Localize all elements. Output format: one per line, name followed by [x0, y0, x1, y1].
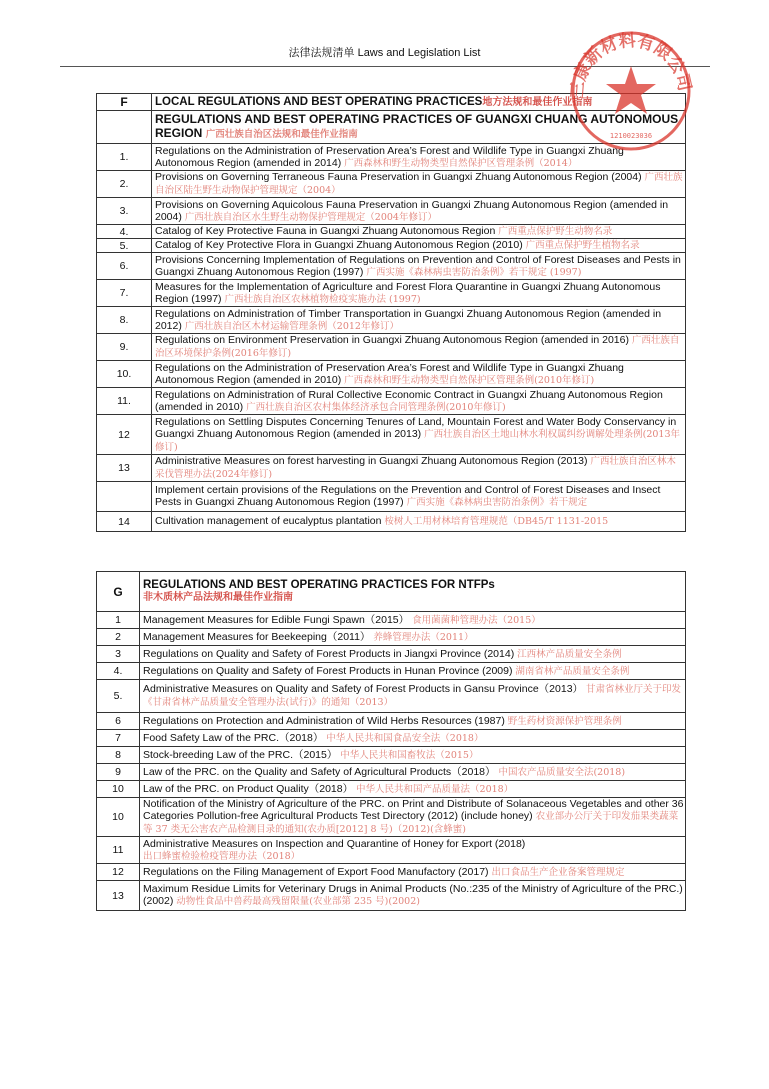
row-text — [152, 415, 686, 455]
row-number: 10 — [97, 798, 140, 837]
row-text — [140, 864, 686, 881]
table-row — [97, 864, 686, 881]
section-f-subheader-num — [97, 111, 152, 144]
table-row — [97, 280, 686, 307]
row-text-zh: 甘肃省林业厅关于印发《甘肃省林产品质量安全管理办法(试行)》的通知（2013） — [143, 684, 681, 708]
row-text-en: Regulations on the Filing Management of Export Food Manufactory (2017) — [143, 865, 489, 878]
row-number: 14 — [97, 512, 152, 532]
section-g-title-zh: 非木质林产品法规和最佳作业指南 — [143, 592, 293, 603]
row-text-en: Regulations on the Administration of Preservation Area’s Forest and Wildlife Type in Guangxi Zhuang Autonomous Region (amended in 2014) — [155, 144, 624, 169]
row-text-en: Food Safety Law of the PRC.（2018） — [143, 731, 324, 744]
row-number: 9 — [97, 764, 140, 781]
row-text-en: Administrative Measures on Inspection and Quarantine of Honey for Export (2018) — [143, 837, 526, 850]
row-text — [152, 455, 686, 482]
row-text — [140, 837, 686, 864]
section-f-table — [96, 93, 686, 532]
row-text — [152, 482, 686, 512]
table-row — [97, 646, 686, 663]
row-number: 11 — [97, 837, 140, 864]
row-number: 6 — [97, 713, 140, 730]
row-number: 2 — [97, 629, 140, 646]
row-number — [97, 482, 152, 512]
row-text-en: Stock-breeding Law of the PRC.（2015） — [143, 748, 338, 761]
company-seal-icon — [566, 26, 696, 156]
row-number: 5. — [97, 680, 140, 713]
row-text — [140, 881, 686, 911]
row-text-en: Provisions on Governing Aquicolous Fauna Preservation in Guangxi Zhuang Autonomous Region (amended in 2004) — [155, 198, 669, 223]
table-row — [97, 307, 686, 334]
row-number: 1 — [97, 612, 140, 629]
row-text-en: Regulations on Administration of Timber Transportation in Guangxi Zhuang Autonomous Region (amended in 2012) — [155, 307, 662, 332]
row-text-zh: 出口食品生产企业备案管理规定 — [491, 866, 625, 878]
row-text-zh: 农业部办公厅关于印发茄果类蔬菜等 37 类无公害农产品检测目录的通知(农办质[2012] 8 号)（2012)(含蜂蜜) — [143, 811, 679, 835]
section-f-letter: F — [97, 94, 152, 111]
table-row — [97, 334, 686, 361]
row-text — [152, 225, 686, 239]
row-number: 8. — [97, 307, 152, 334]
table-row — [97, 198, 686, 225]
row-text — [140, 612, 686, 629]
row-number: 13 — [97, 881, 140, 911]
row-text-zh: 桉树人工用材林培育管理规范（DB45/T 1131-2015 — [384, 516, 609, 527]
row-number: 11. — [97, 388, 152, 415]
row-text-zh: 中华人民共和国产品质量法（2018） — [356, 783, 514, 795]
row-text — [152, 388, 686, 415]
row-number: 10 — [97, 781, 140, 798]
table-row — [97, 629, 686, 646]
row-text-zh: 江西林产品质量安全条例 — [517, 648, 622, 660]
row-number: 7 — [97, 730, 140, 747]
row-text-en: Regulations on Quality and Safety of Forest Products in Hunan Province (2009) — [143, 664, 513, 677]
section-g-title-en: REGULATIONS AND BEST OPERATING PRACTICES FOR NTFPs — [143, 579, 495, 591]
row-text-en: Management Measures for Beekeeping（2011） — [143, 630, 371, 643]
row-text-en: Cultivation management of eucalyptus plantation — [155, 515, 382, 527]
row-text-en: Implement certain provisions of the Regulations on the Prevention and Control of Forest Diseases and Insect Pests in Guangxi Zhuang Autonomous Region (1997) — [155, 484, 661, 508]
table-row — [97, 455, 686, 482]
table-row — [97, 837, 686, 864]
row-text-zh: 中华人民共和国食品安全法（2018） — [326, 732, 484, 744]
row-number: 12 — [97, 415, 152, 455]
row-text — [152, 334, 686, 361]
table-row — [97, 747, 686, 764]
row-text-en: Management Measures for Edible Fungi Spawn（2015） — [143, 613, 410, 626]
row-text — [140, 798, 686, 837]
row-text-zh: 出口蜂蜜检验检疫管理办法（2018） — [143, 850, 301, 862]
row-number: 7. — [97, 280, 152, 307]
row-text — [140, 713, 686, 730]
table-row — [97, 730, 686, 747]
row-text — [152, 171, 686, 198]
row-text-en: Provisions on Governing Terraneous Fauna Preservation in Guangxi Zhuang Autonomous Region (2004) — [155, 171, 642, 183]
row-text — [140, 747, 686, 764]
row-number: 10. — [97, 361, 152, 388]
row-number: 5. — [97, 239, 152, 253]
row-text-zh: 湖南省林产品质量安全条例 — [515, 665, 630, 677]
table-row — [97, 680, 686, 713]
row-number: 4. — [97, 225, 152, 239]
row-text-zh: 广西壮族自治区农林植物检疫实施办法 (1997) — [224, 293, 421, 305]
row-text-en: Administrative Measures on Quality and Safety of Forest Products in Gansu Province（2013） — [143, 683, 584, 695]
row-text — [152, 361, 686, 388]
row-number: 12 — [97, 864, 140, 881]
section-f-title-en: LOCAL REGULATIONS AND BEST OPERATING PRACTICES — [155, 95, 483, 108]
row-text-zh: 广西壮族自治区土地山林水利权属纠纷调解处理条例(2013年修订) — [155, 428, 680, 453]
row-number: 3 — [97, 646, 140, 663]
table-row — [97, 764, 686, 781]
row-text — [152, 512, 686, 532]
row-text — [140, 629, 686, 646]
table-row — [97, 171, 686, 198]
table-row — [97, 781, 686, 798]
row-number: 2. — [97, 171, 152, 198]
row-number: 1. — [97, 144, 152, 171]
table-row — [97, 225, 686, 239]
table-row — [97, 798, 686, 837]
row-text-zh: 广西实施《森林病虫害防治条例》若干规定 (1997) — [366, 266, 582, 278]
row-text-zh: 广西壮族自治区水生野生动物保护管理规定（2004年修订） — [184, 211, 437, 223]
table-row — [97, 388, 686, 415]
row-text — [140, 680, 686, 713]
section-g-letter: G — [97, 572, 140, 612]
row-text-zh: 广西森林和野生动物类型自然保护区管理条例(2010年修订) — [344, 374, 595, 386]
table-row — [97, 239, 686, 253]
row-text-zh: 广西壮族自治区陆生野生动物保护管理规定（2004） — [155, 172, 683, 196]
table-row — [97, 881, 686, 911]
row-text-en: Catalog of Key Protective Fauna in Guangxi Zhuang Autonomous Region — [155, 225, 496, 237]
row-text-en: Regulations on Settling Disputes Concerning Tenures of Land, Mountain Forest and Water Body Conservancy in Guangxi Zhuang Autonomous Region (amended in 2013) — [155, 415, 677, 440]
row-text — [152, 307, 686, 334]
row-number: 6. — [97, 253, 152, 280]
table-row — [97, 253, 686, 280]
row-text — [140, 646, 686, 663]
row-text-en: Maximum Residue Limits for Veterinary Drugs in Animal Products (No.:235 of the Ministry of Agriculture of the PRC.) (2002) — [143, 883, 683, 907]
table-row — [97, 713, 686, 730]
row-text-en: Law of the PRC. on Product Quality（2018） — [143, 782, 354, 795]
row-text-zh: 广西森林和野生动物类型自然保护区管理条例（2014） — [344, 157, 578, 169]
row-number: 13 — [97, 455, 152, 482]
section-f-subtitle-zh: 广西壮族自治区法规和最佳作业指南 — [205, 129, 358, 140]
section-g-title — [140, 572, 686, 612]
section-f-subtitle-en: REGULATIONS AND BEST OPERATING PRACTICES OF GUANGXI CHUANG AUTONOMOUS REGION — [155, 112, 679, 140]
row-text-en: Law of the PRC. on the Quality and Safety of Agricultural Products（2018） — [143, 765, 496, 778]
row-text-zh: 野生药材资源保护管理条例 — [507, 715, 622, 727]
row-text-zh: 广西实施《森林病虫害防治条例》若干规定 — [406, 497, 588, 508]
row-text-en: Regulations on Quality and Safety of Forest Products in Jiangxi Province (2014) — [143, 647, 515, 660]
row-text — [152, 239, 686, 253]
row-text — [140, 781, 686, 798]
section-g-header-row — [97, 572, 686, 612]
section-g-rows — [97, 612, 686, 911]
row-text-zh: 广西重点保护野生动物名录 — [498, 226, 613, 237]
row-number: 3. — [97, 198, 152, 225]
row-text-en: Measures for the Implementation of Agriculture and Forest Flora Quarantine in Guangxi Zhuang Autonomous Region (1997) — [155, 280, 661, 305]
row-text-en: Notification of the Ministry of Agriculture of the PRC. on Print and Distribute of Solanaceous Vegetables and other 36 Categories Pollution-free Agricultural Products Test Directory (2012) (include honey) — [143, 798, 684, 822]
row-text-zh: 食用菌菌种管理办法（2015） — [412, 614, 541, 626]
row-text-zh: 养蜂管理办法（2011） — [373, 631, 474, 643]
section-f-rows — [97, 144, 686, 532]
row-text-en: Regulations on Environment Preservation in Guangxi Zhuang Autonomous Region (amended in 2016) — [155, 334, 629, 346]
table-row — [97, 415, 686, 455]
section-f-title-zh: 地方法规和最佳作业指南 — [482, 96, 593, 108]
table-row — [97, 482, 686, 512]
row-text — [152, 280, 686, 307]
row-text-en: Regulations on Administration of Rural Collective Economic Contract in Guangxi Zhuang Autonomous Region (amended in 2010) — [155, 388, 663, 413]
row-number: 4. — [97, 663, 140, 680]
row-text-zh: 广西壮族自治区农村集体经济承包合同管理条例(2010年修订) — [246, 401, 506, 413]
row-text-zh: 广西壮族自治区林木采伐管理办法(2024年修订) — [155, 456, 676, 480]
row-text-en: Provisions Concerning Implementation of Regulations on Prevention and Control of Forest Diseases and Pests in Guangxi Zhuang Autonomous Region (1997) — [155, 253, 681, 278]
row-text-en: Administrative Measures on forest harvesting in Guangxi Zhuang Autonomous Region (2013) — [155, 455, 588, 467]
table-row — [97, 612, 686, 629]
seal-text: 三康新材料有限公司 — [567, 30, 695, 100]
row-text-zh: 广西壮族自治区木材运输管理条例（2012年修订） — [184, 320, 399, 332]
row-text — [152, 198, 686, 225]
table-row — [97, 361, 686, 388]
row-text-zh: 动物性食品中兽药最高残留限量(农业部第 235 号)(2002) — [176, 896, 420, 907]
row-text-en: Regulations on Protection and Administration of Wild Herbs Resources (1987) — [143, 714, 505, 727]
seal-serial: 1210023036 — [609, 132, 653, 140]
row-text — [152, 253, 686, 280]
page-title: 法律法规清单 Laws and Legislation List — [288, 47, 481, 59]
row-text-zh: 广西壮族自治区环境保护条例(2016年修订) — [155, 335, 680, 359]
row-number: 8 — [97, 747, 140, 764]
table-row — [97, 512, 686, 532]
row-text — [140, 663, 686, 680]
row-text-zh: 广西重点保护野生植物名录 — [525, 240, 640, 251]
row-text — [140, 764, 686, 781]
row-text-en: Catalog of Key Protective Flora in Guangxi Zhuang Autonomous Region (2010) — [155, 239, 523, 251]
section-g-table — [96, 571, 686, 911]
row-text-en: Regulations on the Administration of Preservation Area’s Forest and Wildlife Type in Guangxi Zhuang Autonomous Region (amended in 2010) — [155, 361, 624, 386]
table-row — [97, 663, 686, 680]
row-text — [140, 730, 686, 747]
row-number: 9. — [97, 334, 152, 361]
row-text-zh: 中国农产品质量安全法(2018) — [498, 766, 626, 778]
row-text-zh: 中华人民共和国畜牧法（2015） — [340, 749, 479, 761]
